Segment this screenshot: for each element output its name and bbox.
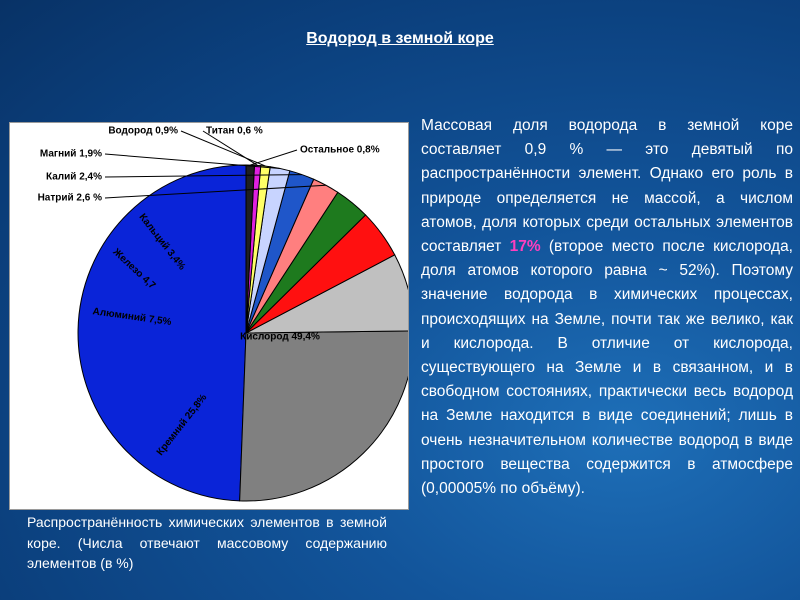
body-text-part-1: Массовая доля водорода в земной коре составляет 0,9 % — это девятый по распространённости элемент. Однако его роль в природе определяется не массой, а числом атомов, доля которых среди остальных элементов составляет (421, 117, 793, 256)
pie-label-other: Остальное 0,8% (300, 144, 380, 156)
pie-chart (9, 122, 409, 510)
pie-leader-other (250, 150, 297, 165)
pie-label-hydrogen: Водород 0,9% (108, 125, 178, 137)
slide-title: Водород в земной коре (306, 30, 494, 47)
body-text (421, 114, 793, 501)
body-text-part-2: (второе место после кислорода, доля атомов которого равна ~ 52%). Поэтому значение водорода в химических процессах, происходящих на Земле, почти так же велико, как и кислорода. В отличие от кислорода, существующего на Земле и в связанном, и в свободном состояниях, практически весь водород на Земле находится в виде соединений; лишь в очень незначительном количестве водород в виде простого вещества содержится в атмосфере (0,00005% по объёму). (421, 238, 793, 498)
pie-chart-svg (10, 123, 408, 509)
chart-caption: Распространённость химических элементов в земной коре. (Числа отвечают массовому содержанию элементов (в %) (27, 514, 387, 571)
pie-label-magnesium: Магний 1,9% (39, 148, 102, 160)
highlight-percent: 17% (509, 238, 541, 256)
pie-label-oxygen: Кислород 49,4% (240, 331, 320, 343)
pie-slice-silicon (240, 331, 408, 501)
pie-label-silicon: Кремний 25,8% (154, 392, 210, 458)
pie-label-calcium: Кальций 3,4% (136, 211, 188, 273)
pie-label-potassium: Калий 2,4% (45, 171, 102, 183)
pie-label-sodium: Натрий 2,6 % (37, 192, 102, 204)
pie-label-iron: Железо 4,7 (110, 246, 158, 292)
pie-label-titanium: Титан 0,6 % (206, 125, 263, 137)
pie-label-aluminium: Алюминий 7,5% (91, 306, 173, 329)
